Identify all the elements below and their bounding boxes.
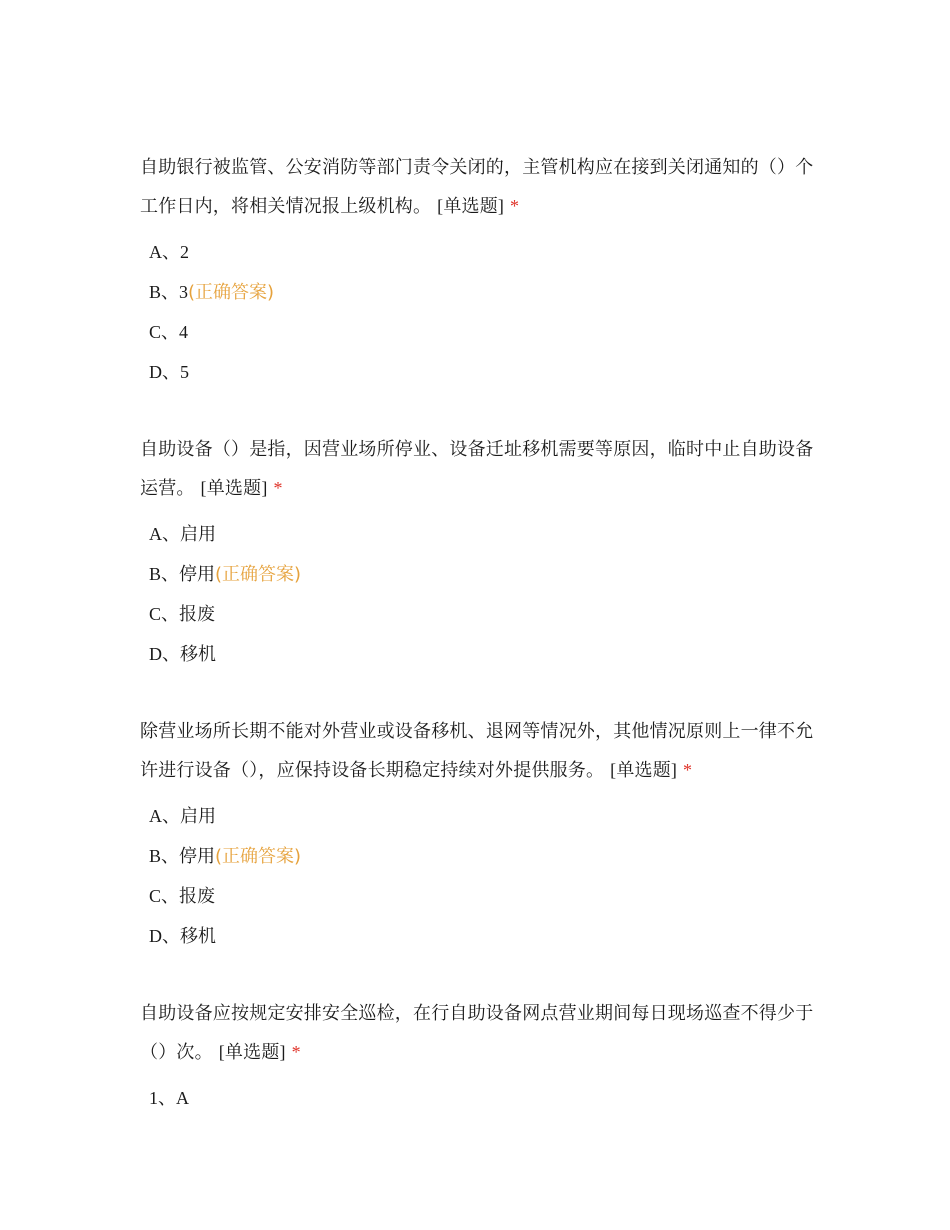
required-mark: *: [510, 196, 520, 216]
question-text: [140, 712, 820, 790]
option-c[interactable]: [149, 876, 820, 916]
option-text: 报废: [179, 886, 216, 906]
question-text: [140, 430, 820, 508]
required-mark: *: [273, 478, 283, 498]
option-text: 移机: [180, 926, 216, 946]
option-text: A: [176, 1088, 189, 1108]
option-key: C、: [149, 604, 180, 624]
option-key: D、: [149, 926, 180, 946]
option-a[interactable]: [149, 796, 820, 836]
option-key: D、: [149, 644, 180, 664]
option-key: D、: [149, 362, 180, 382]
option-key: A、: [149, 806, 180, 826]
option-a[interactable]: [149, 514, 820, 554]
question-type: [单选题]: [200, 478, 268, 498]
option-key: 1、: [149, 1088, 176, 1108]
question-type: [单选题]: [437, 196, 505, 216]
option-key: C、: [149, 886, 180, 906]
question-4: [140, 994, 820, 1118]
question-title: 自助银行被监管、公安消防等部门责令关闭的，主管机构应在接到关闭通知的（）个工作日内，将相关情况报上级机构。: [140, 157, 814, 217]
question-title: 自助设备应按规定安排安全巡检，在行自助设备网点营业期间每日现场巡查不得少于（）次。: [140, 1003, 814, 1063]
option-b[interactable]: [149, 554, 820, 594]
question-type: [单选题]: [610, 760, 678, 780]
option-b[interactable]: [149, 836, 820, 876]
option-1[interactable]: [149, 1078, 820, 1118]
correct-answer-label: (正确答案): [215, 564, 302, 585]
option-text: 停用: [179, 846, 216, 866]
option-key: A、: [149, 524, 180, 544]
question-text: [140, 148, 820, 226]
option-b[interactable]: [149, 272, 820, 312]
option-key: B、: [149, 564, 180, 584]
option-d[interactable]: [149, 352, 820, 392]
option-text: 4: [179, 322, 189, 342]
question-title: 自助设备（）是指，因营业场所停业、设备迁址移机需要等原因，临时中止自助设备运营。: [140, 439, 814, 499]
option-c[interactable]: [149, 594, 820, 634]
question-1: [140, 148, 820, 392]
option-text: 停用: [179, 564, 216, 584]
option-text: 3: [179, 282, 189, 302]
option-d[interactable]: [149, 634, 820, 674]
option-list: [140, 1078, 820, 1118]
option-text: 启用: [180, 524, 216, 544]
question-3: [140, 712, 820, 956]
questionnaire: [140, 148, 820, 1156]
question-text: [140, 994, 820, 1072]
option-list: [140, 514, 820, 674]
correct-answer-label: (正确答案): [188, 282, 275, 303]
option-list: [140, 232, 820, 392]
option-c[interactable]: [149, 312, 820, 352]
question-type: [单选题]: [218, 1042, 286, 1062]
question-title: 除营业场所长期不能对外营业或设备移机、退网等情况外，其他情况原则上一律不允许进行设备（），应保持设备长期稳定持续对外提供服务。: [140, 721, 814, 781]
option-text: 报废: [179, 604, 216, 624]
option-text: 启用: [180, 806, 216, 826]
option-a[interactable]: [149, 232, 820, 272]
option-d[interactable]: [149, 916, 820, 956]
option-key: A、: [149, 242, 180, 262]
option-text: 5: [180, 362, 189, 382]
option-text: 2: [180, 242, 189, 262]
required-mark: *: [291, 1042, 301, 1062]
required-mark: *: [683, 760, 693, 780]
option-key: B、: [149, 282, 180, 302]
option-list: [140, 796, 820, 956]
option-text: 移机: [180, 644, 216, 664]
option-key: B、: [149, 846, 180, 866]
question-2: [140, 430, 820, 674]
option-key: C、: [149, 322, 180, 342]
correct-answer-label: (正确答案): [215, 846, 302, 867]
